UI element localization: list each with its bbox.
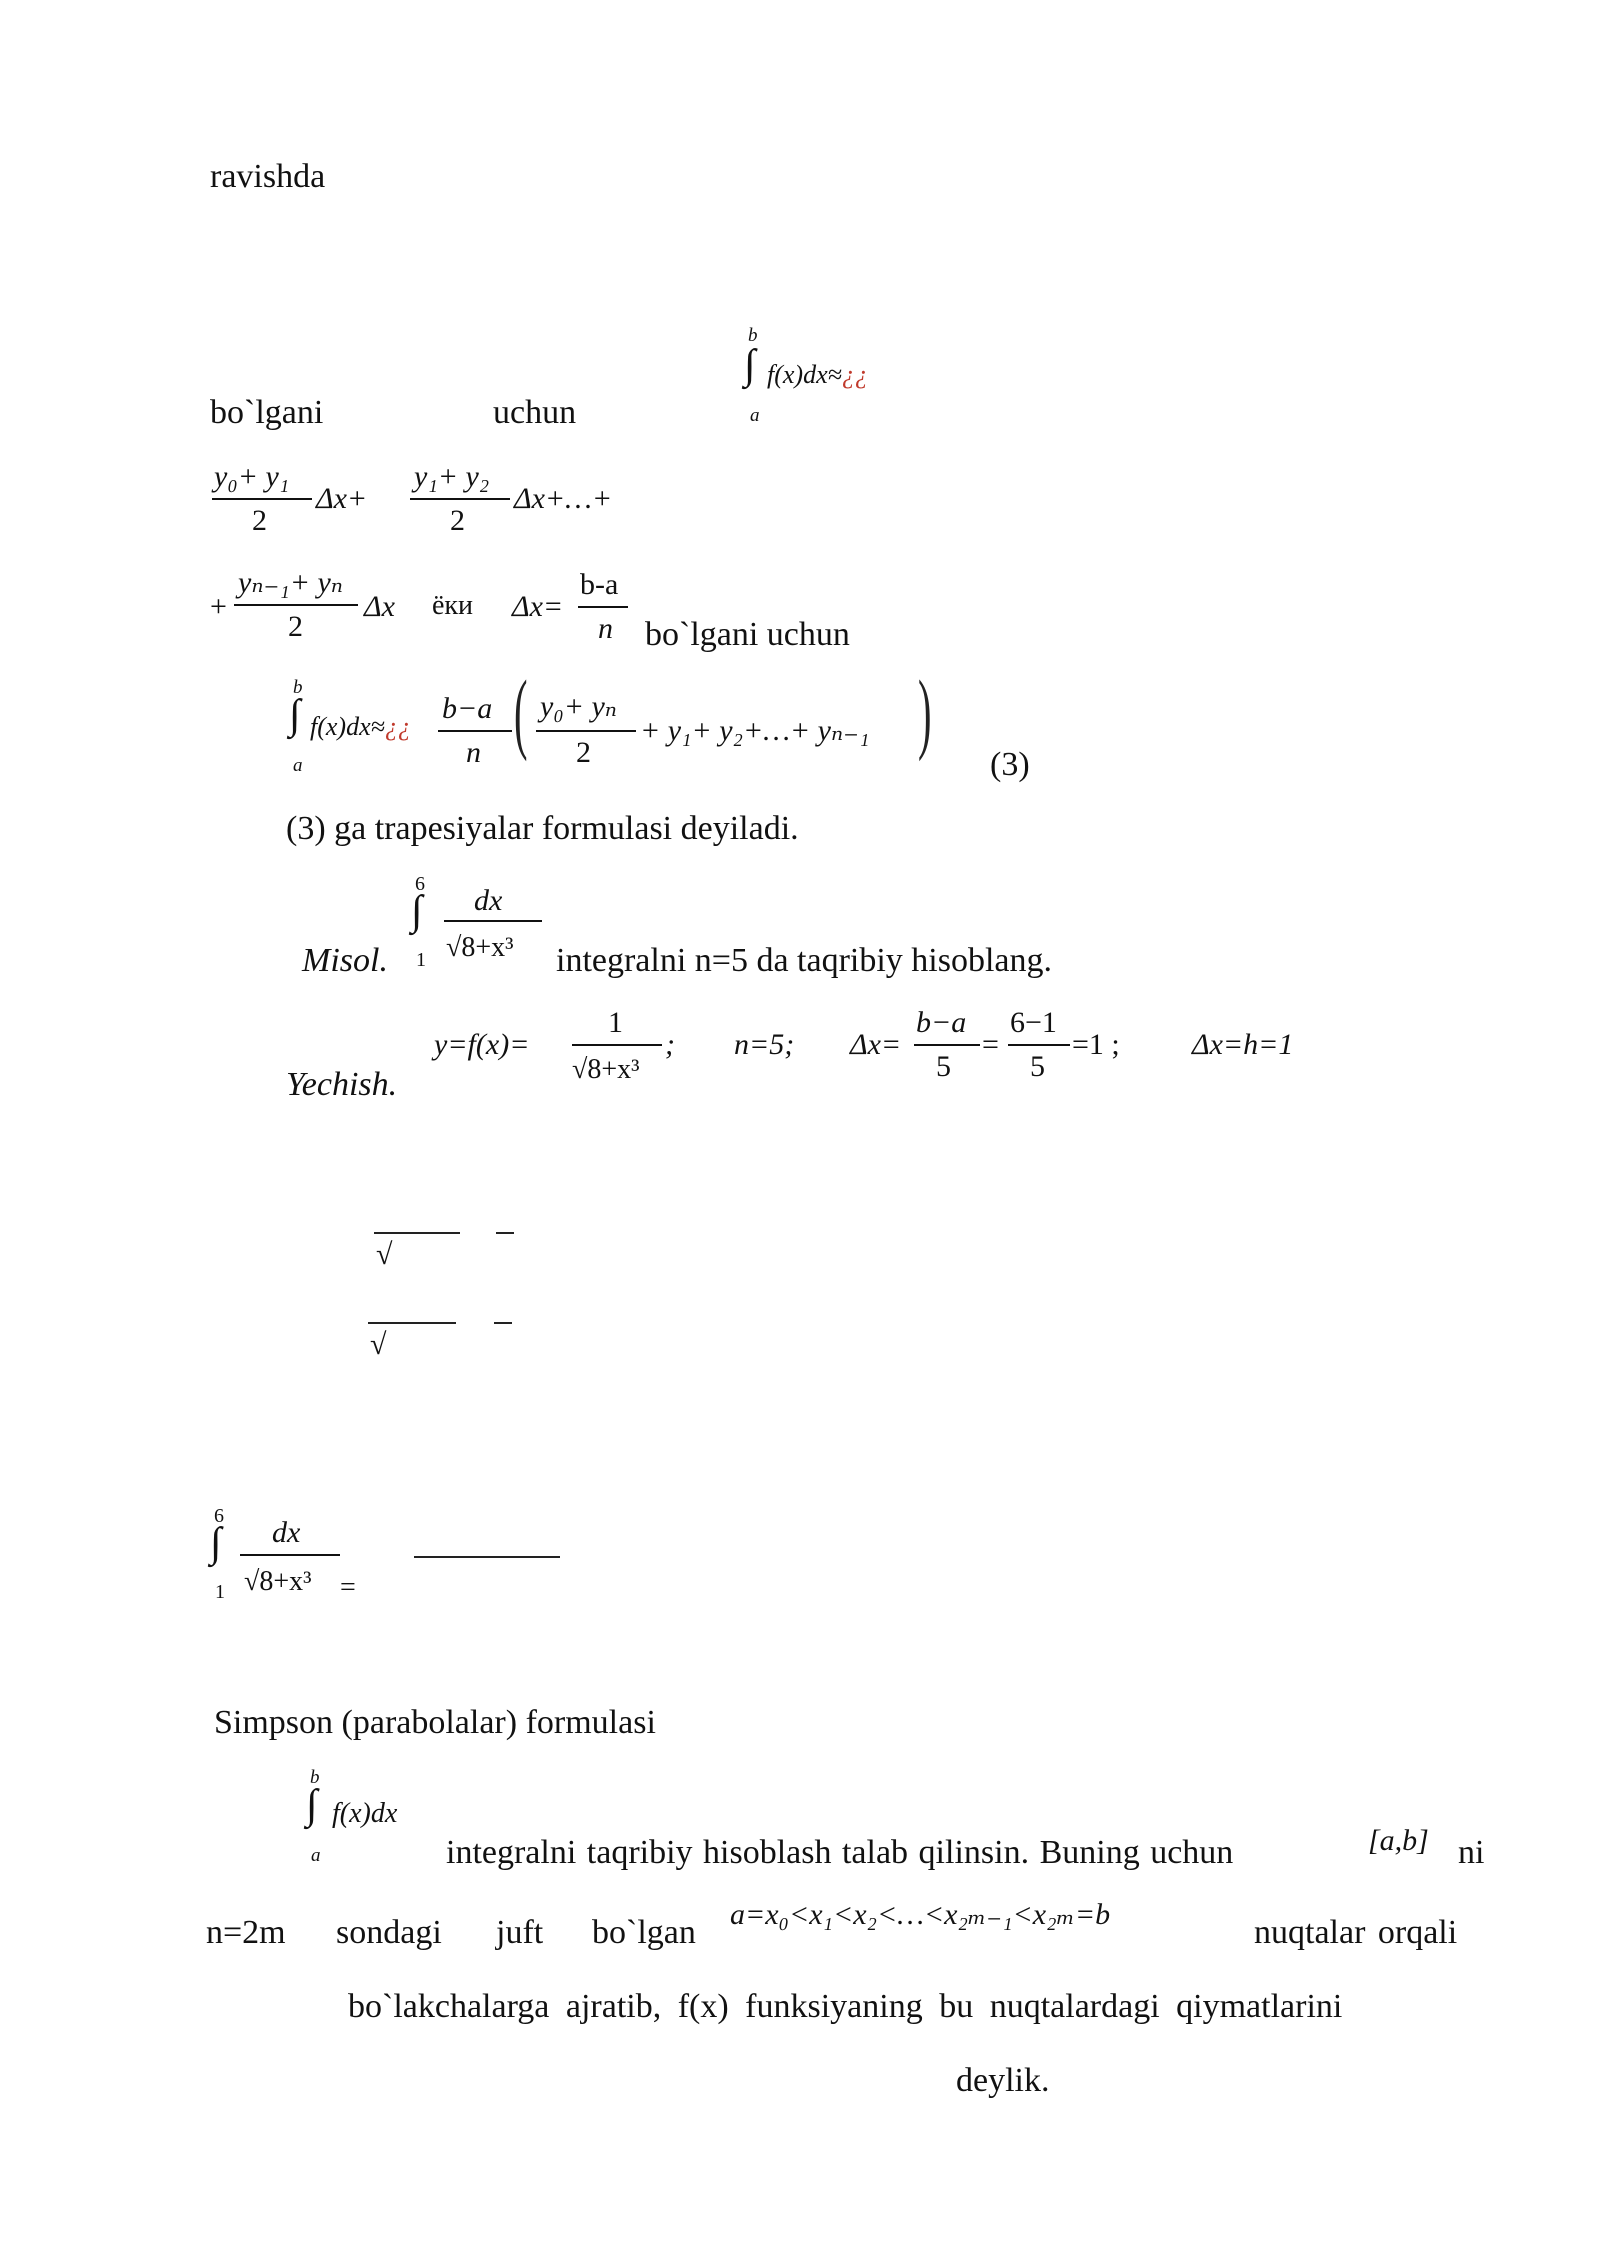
integral-upper-limit: b xyxy=(748,325,758,346)
misol-label: Misol. xyxy=(302,942,388,979)
yechish-label: Yechish. xyxy=(286,1066,398,1103)
equation-label: (3) xyxy=(990,746,1030,783)
final-integral-sign: ∫ xyxy=(210,1520,222,1566)
fraction-bar xyxy=(438,730,512,732)
sum-last-den: 2 xyxy=(288,610,303,643)
fraction-bar xyxy=(578,606,628,608)
fraction-bar xyxy=(914,1044,980,1046)
sum-last-lead: + xyxy=(210,590,227,623)
text-yoki: ёки xyxy=(432,590,474,621)
sum-last-num: yₙ₋₁+ yₙ xyxy=(238,566,343,599)
yechish-f-den: √8+x³ xyxy=(572,1054,640,1085)
text-bolakcha: bo`lakchalarga ajratib, f(x) funksiyaning bu nuqtalardagi qiymatlarini xyxy=(348,1988,1343,2025)
fraction-bar xyxy=(572,1044,662,1046)
integral-sign: ∫ xyxy=(744,342,756,388)
sum-term2-num: y₁+ y₂ xyxy=(414,460,490,493)
placeholder-dash xyxy=(494,1322,512,1324)
misol-integral-sign: ∫ xyxy=(411,888,423,934)
final-eq: = xyxy=(340,1572,356,1603)
fraction-bar xyxy=(444,920,542,922)
yechish-f: y=f(x)= xyxy=(434,1028,530,1061)
trap-lower-limit: a xyxy=(293,755,303,776)
final-lower-limit: 1 xyxy=(215,1581,225,1603)
simp-upper-limit: b xyxy=(310,1767,320,1788)
text-bolgani: bo`lgani xyxy=(210,394,324,431)
yechish-n: n=5; xyxy=(734,1028,795,1061)
right-paren: ) xyxy=(918,663,932,762)
trap-caption: (3) ga trapesiyalar formulasi deyiladi. xyxy=(286,810,799,847)
text-bolgan: bo`lgan xyxy=(592,1914,696,1951)
yechish-dx-num: b−a xyxy=(916,1006,967,1039)
sum-term1-tail: Δx+ xyxy=(316,482,368,515)
dx-den: n xyxy=(598,612,613,645)
text-juft: juft xyxy=(496,1914,544,1951)
yechish-eq: = xyxy=(982,1028,999,1061)
text-bolgani-uchun: bo`lgani uchun xyxy=(645,616,850,653)
misol-num: dx xyxy=(474,884,503,917)
simp-body: f(x)dx xyxy=(332,1798,398,1829)
trap-inner-num: y₀+ yₙ xyxy=(540,690,617,723)
trap-integral-sign: ∫ xyxy=(289,692,301,738)
placeholder-line xyxy=(374,1232,460,1234)
simp-integral-sign: ∫ xyxy=(306,1782,318,1828)
text-n2m: n=2m xyxy=(206,1914,286,1951)
sum-term2-tail: Δx+…+ xyxy=(514,482,613,515)
trap-inner-tail: + y₁+ y₂+…+ yₙ₋₁ xyxy=(640,714,870,747)
yechish-h: Δx=h=1 xyxy=(1192,1028,1294,1061)
fraction-bar xyxy=(410,498,510,500)
final-upper-limit: 6 xyxy=(214,1505,224,1527)
left-paren: ( xyxy=(514,663,528,762)
misol-text: integralni n=5 da taqribiy hisoblang. xyxy=(556,942,1053,979)
trap-upper-limit: b xyxy=(293,677,303,698)
text-nuqtalar: nuqtalar orqali xyxy=(1254,1914,1458,1951)
sqrt-glyph: √ xyxy=(376,1238,393,1271)
fraction-bar xyxy=(536,730,636,732)
sum-term1-den: 2 xyxy=(252,504,267,537)
yechish-dx: Δx= xyxy=(850,1028,902,1061)
placeholder-dash xyxy=(496,1232,514,1234)
trap-num: b−a xyxy=(442,692,493,725)
yechish-eq1: =1 ; xyxy=(1072,1028,1120,1061)
misol-den: √8+x³ xyxy=(446,932,514,963)
simpson-title: Simpson (parabolalar) formulasi xyxy=(214,1704,656,1741)
simp-lower-limit: a xyxy=(311,1845,321,1866)
misol-upper-limit: 6 xyxy=(415,873,425,895)
red-marks: ¿¿ xyxy=(384,712,411,741)
point-chain: a=x₀<x₁<x₂<…<x₂ₘ₋₁<x₂ₘ=b xyxy=(730,1898,1111,1931)
red-marks: ¿¿ xyxy=(841,360,868,389)
yechish-dx-num2: 6−1 xyxy=(1010,1006,1057,1039)
text-uchun: uchun xyxy=(493,394,577,431)
simp-interval: [a,b] xyxy=(1368,1824,1429,1857)
trap-den: n xyxy=(466,736,481,769)
text-sondagi: sondagi xyxy=(336,1914,442,1951)
yechish-f-num: 1 xyxy=(608,1006,623,1039)
text-deylik: deylik. xyxy=(956,2062,1050,2099)
fraction-bar xyxy=(240,1554,340,1556)
trap-inner-den: 2 xyxy=(576,736,591,769)
sum-last-tail: Δx xyxy=(364,590,395,623)
fraction-bar xyxy=(234,604,358,606)
sum-term1-num: y₀+ y₁ xyxy=(214,460,290,493)
trap-integral-body: f(x)dx≈¿¿ xyxy=(310,712,411,741)
simp-ni: ni xyxy=(1458,1834,1485,1871)
yechish-semi: ; xyxy=(665,1028,675,1061)
final-den: √8+x³ xyxy=(244,1566,312,1597)
integral-lower-limit: a xyxy=(750,405,760,426)
placeholder-line xyxy=(368,1322,456,1324)
dx-eq: Δx= xyxy=(512,590,564,623)
integral-body: f(x)dx≈¿¿ xyxy=(767,360,868,389)
sqrt-glyph: √ xyxy=(370,1328,387,1361)
misol-lower-limit: 1 xyxy=(416,949,426,971)
text-ravishda: ravishda xyxy=(210,158,326,195)
yechish-dx-den: 5 xyxy=(936,1050,951,1083)
sum-term2-den: 2 xyxy=(450,504,465,537)
fraction-bar xyxy=(1008,1044,1070,1046)
answer-blank xyxy=(414,1556,560,1558)
dx-num: b-a xyxy=(580,568,619,601)
final-num: dx xyxy=(272,1516,301,1549)
fraction-bar xyxy=(212,498,312,500)
simp-text1: integralni taqribiy hisoblash talab qilinsin. Buning uchun xyxy=(446,1834,1234,1871)
yechish-dx-den2: 5 xyxy=(1030,1050,1045,1083)
